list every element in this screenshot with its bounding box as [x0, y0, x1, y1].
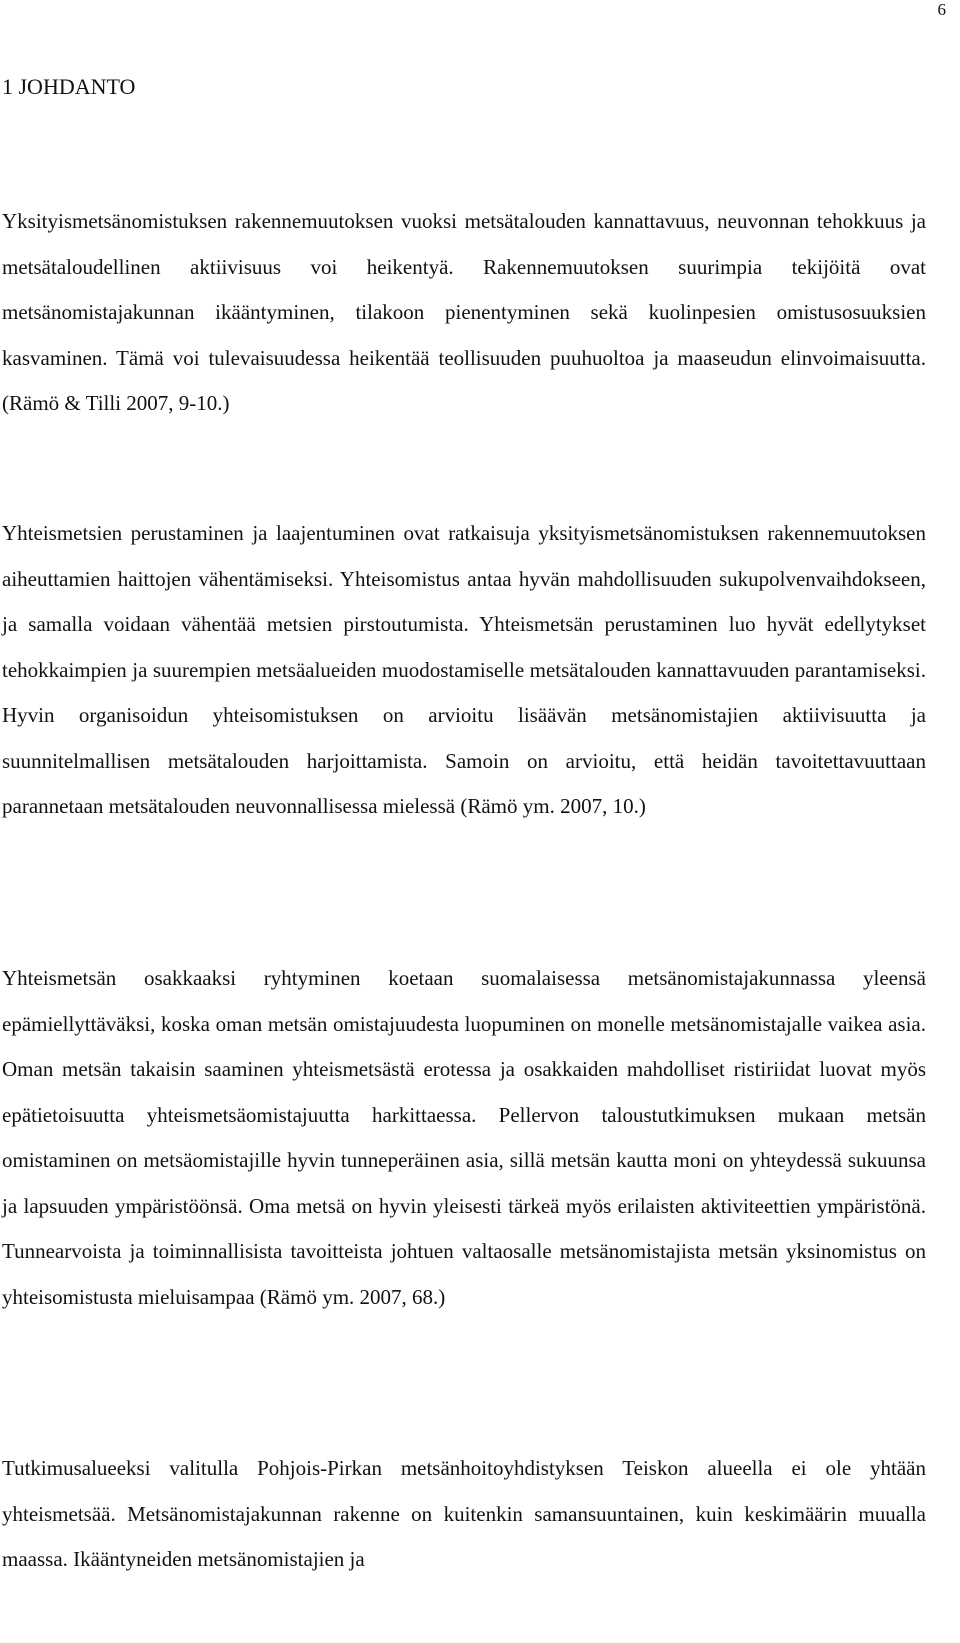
paragraph-2: Yhteismetsien perustaminen ja laajentuminen ovat ratkaisuja yksityismetsänomistuksen rakennemuutoksen aiheuttamien haittojen vähentämiseksi. Yhteisomistus antaa hyvän mahdollisuuden sukupolvenvaihdokseen, ja samalla voidaan vähentää metsien pirstoutumista. Yhteismetsän perustaminen luo hyvät edellytykset tehokkaimpien ja suurempien metsäalueiden muodostamiselle metsätalouden kannattavuuden parantamiseksi. Hyvin organisoidun yhteisomistuksen on arvioitu lisäävän metsänomistajien aktiivisuutta ja suunnitelmallisen metsätalouden harjoittamista. Samoin on arvioitu, että heidän tavoitettavuuttaan parannetaan metsätalouden neuvonnallisessa mielessä (Rämö ym. 2007, 10.): [2, 521, 926, 818]
chapter-heading: 1 JOHDANTO: [2, 74, 136, 99]
paragraph-3: Yhteismetsän osakkaaksi ryhtyminen koetaan suomalaisessa metsänomistajakunnassa yleensä epämiellyttäväksi, koska oman metsän omistajuudesta luopuminen on monelle metsänomistajalle vaikea asia. Oman metsän takaisin saaminen yhteismetsästä erotessa ja osakkaiden mahdolliset ristiriidat luovat myös epätietoisuutta yhteismetsäomistajuutta harkittaessa. Pellervon taloustutkimuksen mukaan metsän omistaminen on metsäomistajille hyvin tunneperäinen asia, sillä metsän kautta moni on yhteydessä sukuunsa ja lapsuuden ympäristöönsä. Oma metsä on hyvin yleisesti tärkeä myös erilaisten aktiviteettien ympäristönä. Tunnearvoista ja toiminnallisista tavoitteista johtuen valtaosalle metsänomistajista metsän yksinomistus on yhteisomistusta mieluisampaa (Rämö ym. 2007, 68.): [2, 966, 926, 1309]
paragraph-1: Yksityismetsänomistuksen rakennemuutoksen vuoksi metsätalouden kannattavuus, neuvonnan tehokkuus ja metsätaloudellinen aktiivisuus voi heikentyä. Rakennemuutoksen suurimpia tekijöitä ovat metsänomistajakunnan ikääntyminen, tilakoon pienentyminen sekä kuolinpesien omistusosuuksien kasvaminen. Tämä voi tulevaisuudessa heikentää teollisuuden puuhuoltoa ja maaseudun elinvoimaisuutta. (Rämö & Tilli 2007, 9-10.): [2, 209, 926, 415]
paragraph-4: Tutkimusalueeksi valitulla Pohjois-Pirkan metsänhoitoyhdistyksen Teiskon alueella ei ole yhtään yhteismetsää. Metsänomistajakunnan rakenne on kuitenkin samansuuntainen, kuin keskimäärin muualla maassa. Ikääntyneiden metsänomistajien ja: [2, 1456, 926, 1571]
page-number: 6: [937, 0, 946, 19]
